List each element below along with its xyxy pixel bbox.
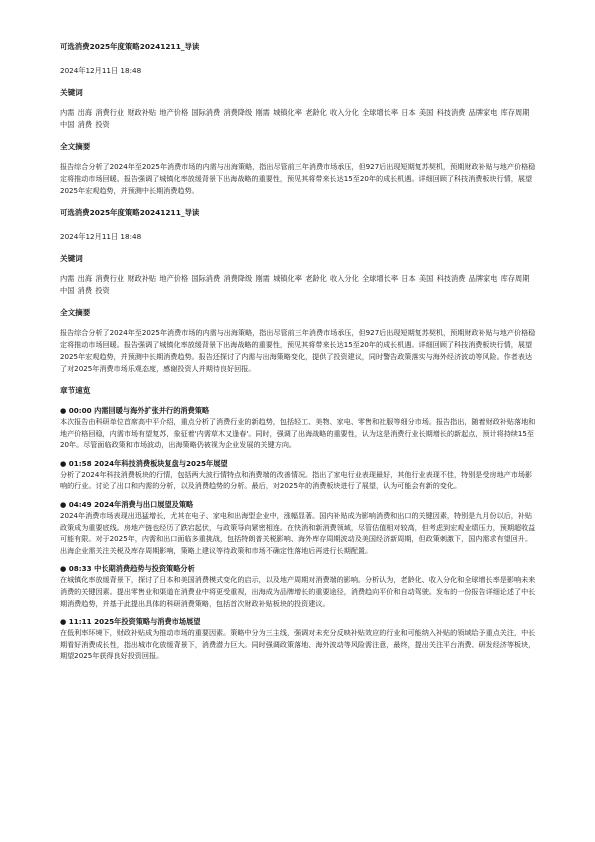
chapters-heading: 章节速览 xyxy=(60,386,91,395)
chapter-title: ● 01:58 2024年科技消费板块复盘与2025年展望 xyxy=(60,458,228,468)
summary-text: 报告综合分析了2024年至2025年消费市场的内需与出海策略，指出尽管前三年消费市场承压，但927后出现短期复苏契机，预期财政补贴与地产价格稳定将推动市场回暖。报告强调了城镇化率放缓背景下出海战略的重要性，预见其将带来长达15至20年的成长机遇。详细回顾了科技消费板块行情，展望2025年宏观趋势，并预测中长期消费趋势。报告还探讨了内需与出海策略变化，提供了投资建议，同时警告政策落实与海外经济波动等风险。作者表达了对2025年消费市场乐观态度，感谢投资人并期待良好回报。 xyxy=(60,328,536,373)
timestamp: 2024年12月11日 18:48 xyxy=(60,66,142,75)
chapter-title: ● 00:00 内需回暖与海外扩张并行的消费策略 xyxy=(60,406,210,415)
chapter-title: ● 04:49 2024年消费与出口展望及策略 xyxy=(60,499,194,509)
summary-text: 报告综合分析了2024年至2025年消费市场的内需与出海策略，指出尽管前三年消费市场承压，但927后出现短期复苏契机，预期财政补贴与地产价格稳定将推动市场回暖。报告强调了城镇化率放缓背景下出海战略的重要性，预见其将带来长达15至20年的成长机遇。详细回顾了科技消费板块行情，展望2025年宏观趋势，并预测中长期消费趋势。 xyxy=(60,162,536,195)
chapter-item xyxy=(60,563,539,609)
document-title: 可选消费2025年度策略20241211_导读 xyxy=(60,208,200,217)
chapter-body: 本次报告由科研单位首席高中平介绍，重点分析了消费行业的新趋势，包括轻工、美物、家电、零售和社服等细分市场。报告指出，随着财政补贴落地和地产价格回稳，内需市场有望复苏，象征着'内需草木又逢春'。同时，强调了出海战略的重要性，认为这是消费行业长期增长的新起点，预计将持续15至20年。尽管面临政策和市场波动，出海策略仍被视为企业发展的关键方向。 xyxy=(60,417,536,450)
chapter-item xyxy=(60,405,539,451)
chapter-body: 2024年消费市场表现出迅猛增长，尤其在电子、家电和出海型企业中，涨幅显著。国内补贴成为影响消费和出口的关键因素，特别是九月份以后，补贴政策成为重要底线。房地产链也经历了跌宕起伏，与政策导向紧密相连。在快消和新消费领域，尽管估值相对较高，但考虑到宏观业绩压力，预期超收益可能有限。对于2025年，内需和出口面临多重挑战，包括特朗普关税影响、海外库存周期波动及美国经济新周期，但政策刺激下，国内需求有望回升。出海企业需关注关税及库存周期影响，策略上建议等待政策和市场不确定性落地后再进行长期配置。 xyxy=(60,510,536,555)
chapter-title: ● 08:33 中长期消费趋势与投资策略分析 xyxy=(60,564,195,574)
keywords-list: 内需 出海 消费行业 财政补贴 地产价格 国际消费 消费降级 刚需 城镇化率 老龄化 收入分化 全球增长率 日本 美国 科技消费 品牌家电 库存周期 中国 消费 投资 xyxy=(60,274,530,295)
chapter-body: 在低利率环境下，财政补贴成为推动市场的重要因素。策略中分为三主线，强调对未充分反映补贴效应的行业和可能纳入补贴的领域给予重点关注，中长期看好消费成长性，指出城市化放缓背景下，消费潜力巨大。同时强调政策落地、海外波动等风险需注意，最终，提出关注平台消费、研发经济等板块，期望2025年获得良好投资回报。 xyxy=(60,628,536,661)
header-block-1 xyxy=(60,42,539,197)
chapter-item xyxy=(60,458,539,492)
timestamp: 2024年12月11日 18:48 xyxy=(60,232,142,241)
header-block-2 xyxy=(60,208,539,375)
chapter-title: ● 11:11 2025年投资策略与消费市场展望 xyxy=(60,617,201,627)
summary-heading: 全文摘要 xyxy=(60,142,91,151)
keywords-heading: 关键词 xyxy=(60,254,83,263)
chapter-body: 分析了2024年科技消费板块的行情，包括两大波行情特点和消费端的改善情况。指出了家电行业表现最好，其他行业表现不佳，特别是受房地产市场影响的行业。讨论了出口和内需的分析，以及消费趋势的分析。最后，对2025年的消费板块进行了展望，认为可能会有新的变化。 xyxy=(60,469,533,491)
chapter-body: 在城镇化率放缓背景下，探讨了日本和美国消费模式变化的启示，以及地产周期对消费端的影响。分析认为，老龄化、收入分化和全球增长率是影响未来消费的关键因素。提出零售业和渠道在消费业中将更受重视，出海成为品牌增长的重要途径，消费趋向平价和自动驾驶。发布的一份报告详细论述了中长期消费趋势，并基于此提出具体的科研消费策略，包括首次财政补贴板块的投资建议。 xyxy=(60,575,536,608)
chapter-item xyxy=(60,499,539,556)
keywords-heading: 关键词 xyxy=(60,88,83,97)
keywords-list: 内需 出海 消费行业 财政补贴 地产价格 国际消费 消费降级 刚需 城镇化率 老龄化 收入分化 全球增长率 日本 美国 科技消费 品牌家电 库存周期 中国 消费 投资 xyxy=(60,108,530,129)
document-title: 可选消费2025年度策略20241211_导读 xyxy=(60,42,200,51)
chapter-item xyxy=(60,616,539,662)
summary-heading: 全文摘要 xyxy=(60,308,91,317)
